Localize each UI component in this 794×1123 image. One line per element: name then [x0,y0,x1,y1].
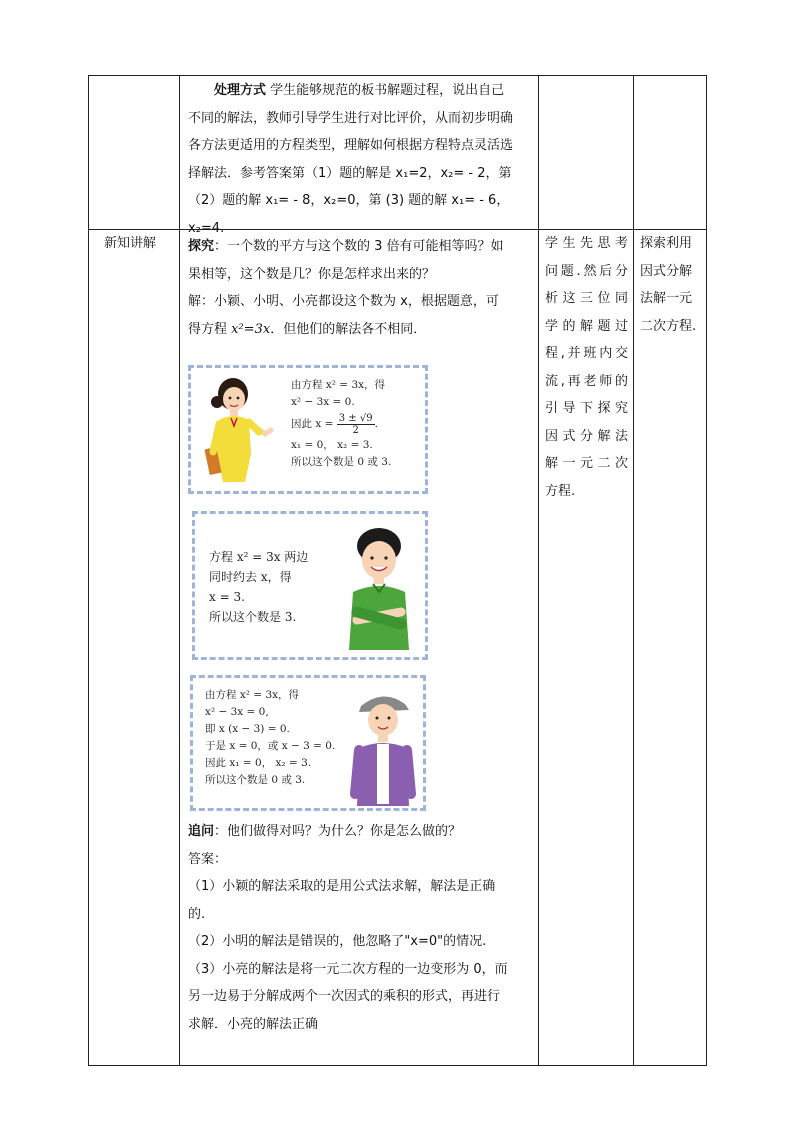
row1-line: 择解法．参考答案第（1）题的解是 x₁=2，x₂= - 2，第 [188,165,512,181]
box3-line: 因此 x₁ = 0， x₂ = 3. [205,757,312,769]
design-intent [640,230,702,340]
activity-line: 学的解题过 [545,318,628,334]
box2-line: 同时约去 x，得 [209,570,292,584]
followup-block [188,818,528,1038]
answer-part1: x₁=2，x₂= - 2，第 [395,165,512,181]
processing-text: 学生能够规范的板书解题过程，说出自己 [266,83,505,98]
boy-with-cap-illustration [349,684,419,806]
student-activity [545,230,628,505]
answer-label: 答案： [188,851,228,867]
solution-equation-line: 得方程 x²=3x．但他们的解法各不相同． [188,321,427,337]
intent-line: 探索利用 [640,236,693,251]
boy-illustration [339,520,419,650]
solution-box-xiaoying [188,365,428,494]
box1-line: 所以这个数是 0 或 3. [291,456,392,468]
explore-label: 探究 [188,239,215,254]
explore-block [188,233,528,343]
answer-part2: （2）题的解 x₁= - 8，x₂=0，第 (3) 题的解 x₁= - 6，x₂=4. [188,193,510,236]
intent-line: 因式分解 [640,263,693,279]
answer-1-cont: 的. [188,906,206,922]
answer-3-cont: 另一边易于分解成两个一次因式的乘积的形式，再进行 [188,989,501,1004]
box3-line: 由方程 x² = 3x，得 [205,689,300,701]
box1-line: x² − 3x = 0. [291,396,355,408]
girl-illustration [199,372,279,492]
solution-box-xiaoming [192,511,428,660]
answer-3-end: 求解．小亮的解法正确 [188,1016,319,1032]
activity-line: 引导下探究 [545,401,628,416]
explore-text-line2: 果相等，这个数是几？你是怎样求出来的？ [188,266,436,282]
explore-text: ：一个数的平方与这个数的 3 倍有可能相等吗？如 [214,239,504,254]
box3-line: 所以这个数是 0 或 3. [205,774,306,786]
row1-line: 各方法更适用的方程类型，理解如何根据方程特点灵活选 [188,138,514,153]
answer-1: （1）小颖的解法采取的是用公式法求解，解法是正确 [188,879,496,894]
box3-line: x² − 3x = 0, [205,706,269,718]
intent-line: 二次方程. [640,318,697,334]
row1-content [188,77,533,242]
row1-lead [188,77,533,105]
followup-label: 追问 [188,824,215,839]
table-top-border [88,75,707,76]
box2-line: 方程 x² = 3x 两边 [209,550,309,564]
table-left-border [88,75,89,1066]
quadratic-fraction: $\frac{3 \pm √9}{2}$ [338,412,373,436]
box1-text [291,377,391,471]
box2-line: 所以这个数是 3. [209,610,297,624]
table-bottom-border [88,1065,707,1066]
activity-line: 解一元二次 [545,456,628,471]
solution-box-xiaoliang [190,675,426,811]
answer-2: （2）小明的解法是错误的，他忽略了"x=0"的情况. [188,934,487,949]
table-col-divider-1 [179,75,180,1066]
followup-question: 追问：他们做得对吗？为什么？你是怎么做的？ [188,824,462,839]
section-label: 新知讲解 [104,236,157,251]
activity-line: 流,再老师的 [545,373,628,389]
box2-line: x = 3. [209,590,245,604]
processing-label: 处理方式 [214,83,267,98]
box3-line: 即 x (x − 3) = 0. [205,723,290,735]
answer-3: （3）小亮的解法是将一元二次方程的一边变形为 0，而 [188,961,508,977]
activity-line: 方程. [545,483,576,499]
activity-line: 因式分解法 [545,428,628,444]
box1-formula: 因此 x = $\frac{3 \pm √9}{2}$ . [291,412,378,436]
activity-line: 问题.然后分 [545,263,628,279]
box1-line: x₁ = 0， x₂ = 3. [291,439,373,451]
activity-line: 程,并班内交 [545,346,628,361]
box2-text [209,547,308,627]
box3-line: 于是 x = 0，或 x − 3 = 0. [205,740,336,752]
table-right-border [706,75,707,1066]
activity-line: 析这三位同 [545,291,628,306]
table-col-divider-3 [633,75,634,1066]
activity-line: 学生先思考 [545,236,628,251]
box1-line: 由方程 x² = 3x，得 [291,379,386,391]
box3-text [205,687,335,789]
table-col-divider-2 [538,75,539,1066]
intent-line: 法解一元 [640,291,693,306]
row1-line: 不同的解法，教师引导学生进行对比评价，从而初步明确 [188,110,514,126]
solution-intro: 解：小颖、小明、小亮都设这个数为 x，根据题意，可 [188,294,499,309]
